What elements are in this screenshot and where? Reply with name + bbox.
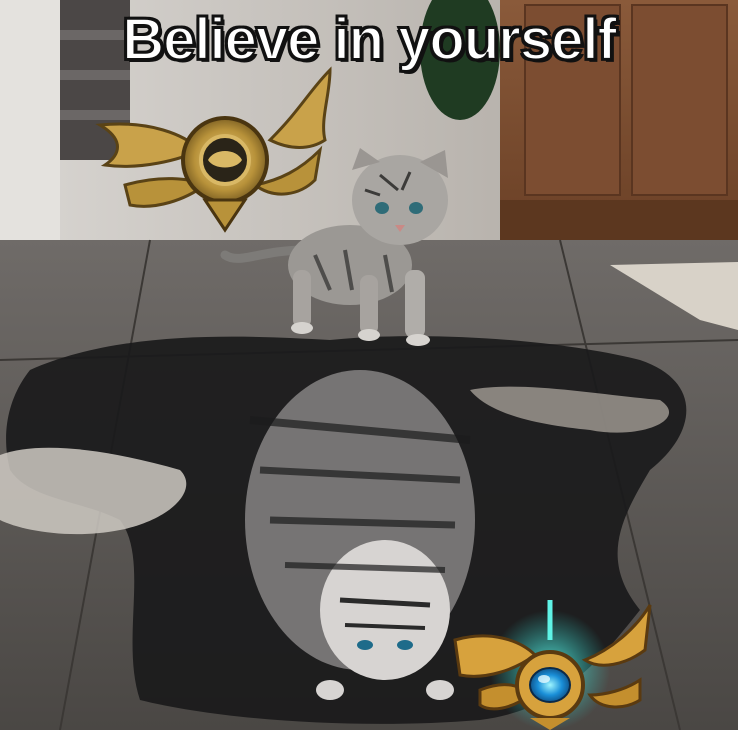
caption-text: Believe in yourself — [122, 7, 616, 72]
